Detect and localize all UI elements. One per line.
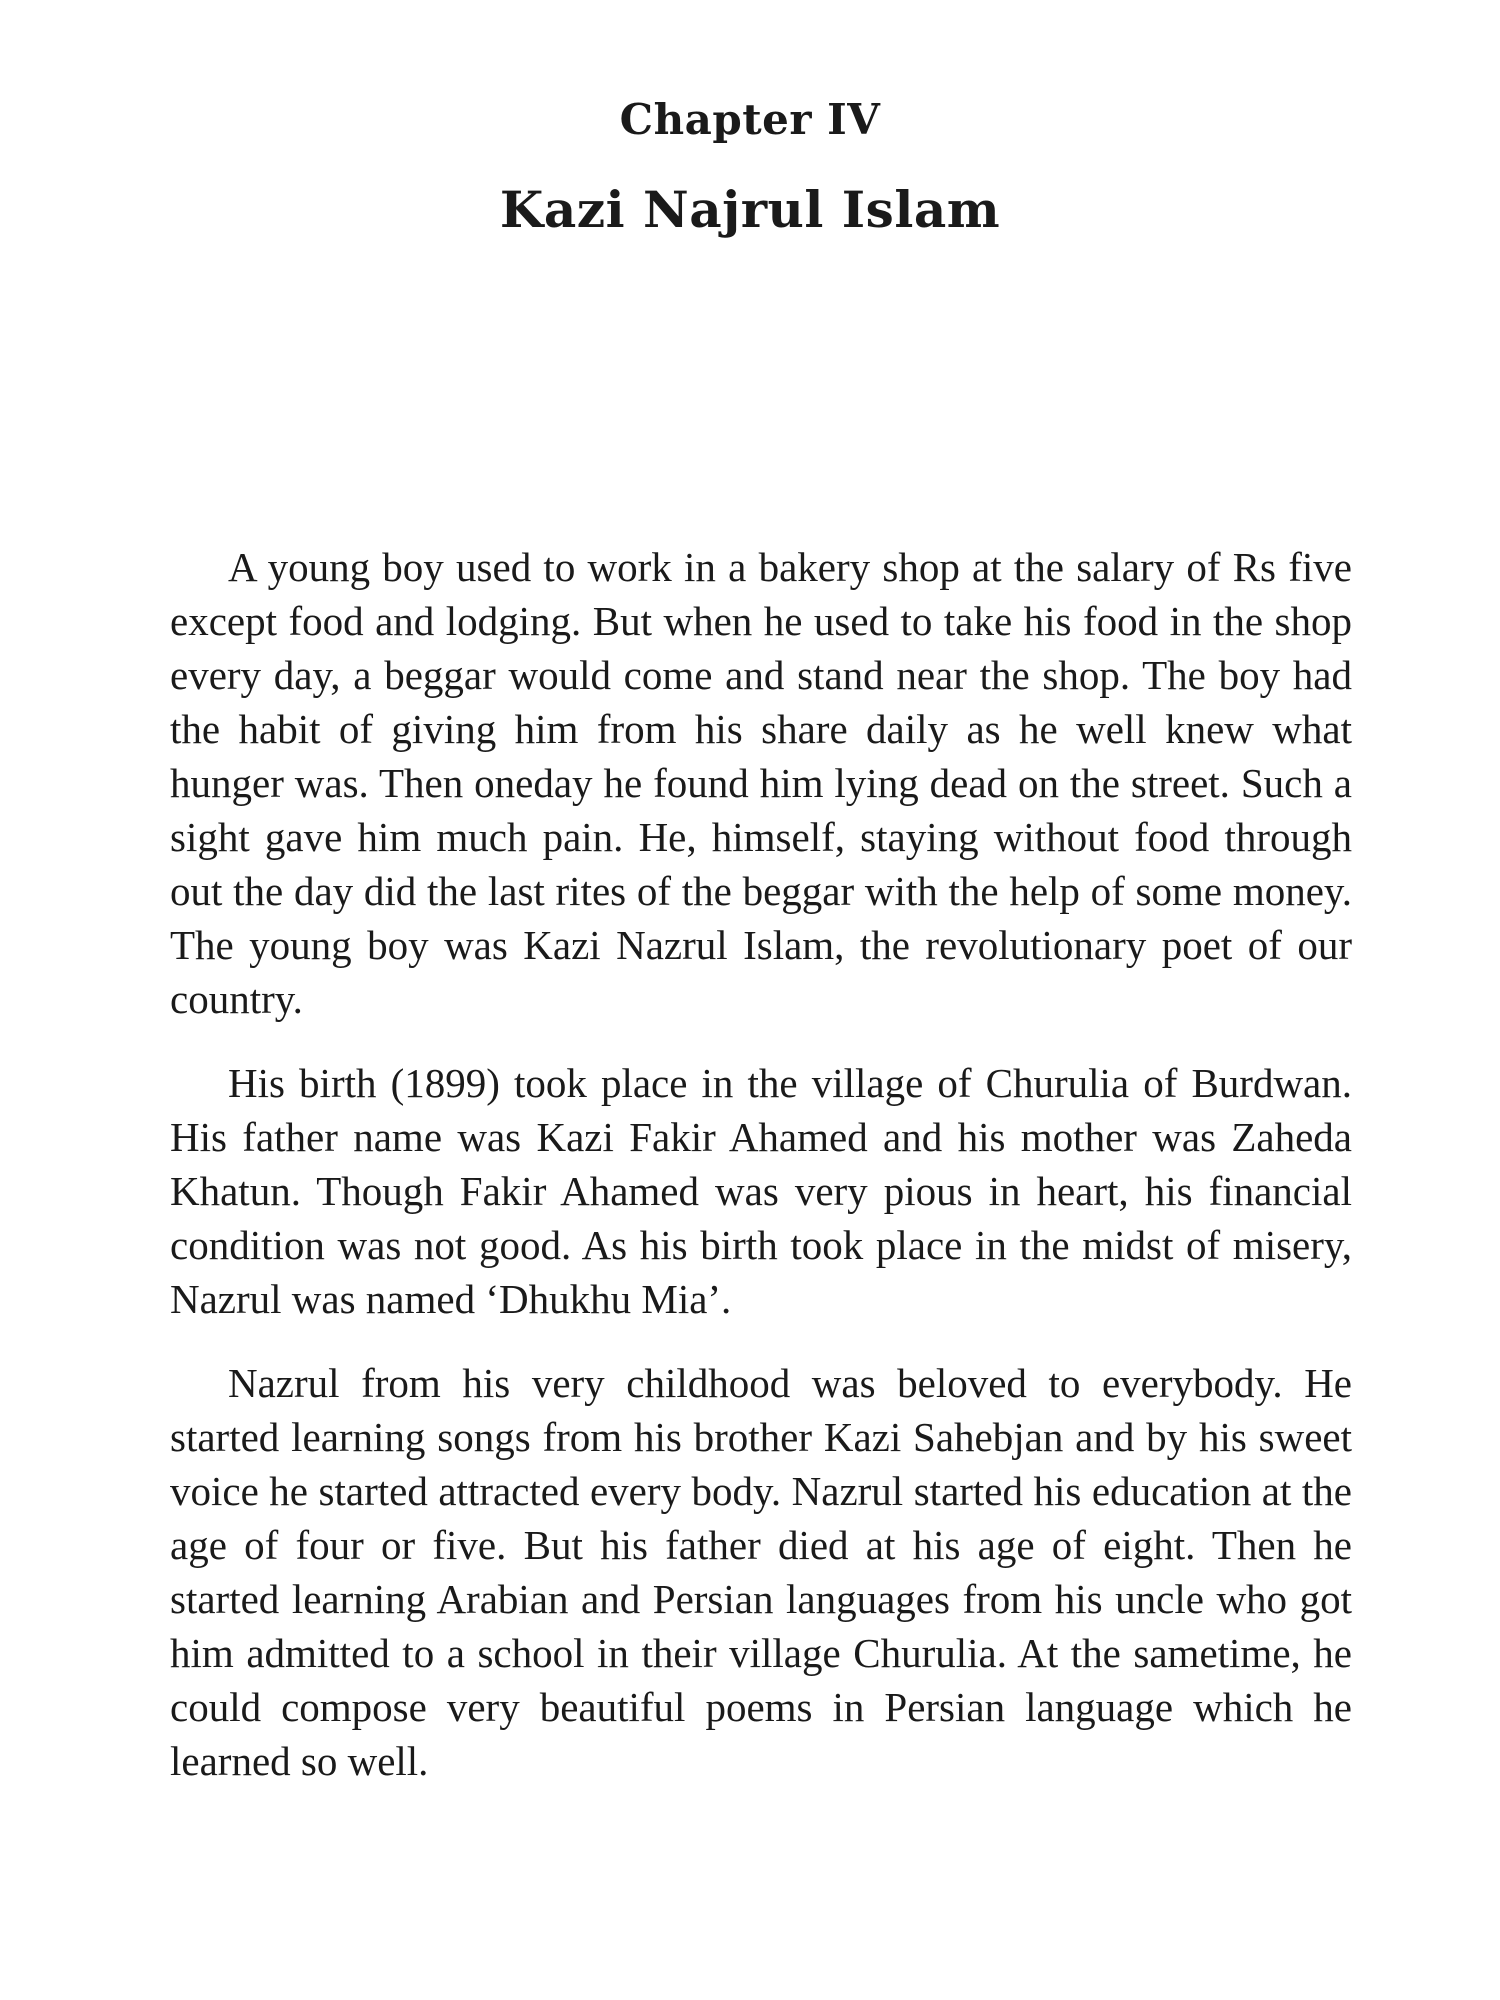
paragraph-3: Nazrul from his very childhood was beloved to everybody. He started learning songs from his brother Kazi Sahebjan and by his sweet voice he started attracted every body. Nazrul started his education at the age of four or five. But his father died at his age of eight. Then he started learning Arabian and Persian languages from his uncle who got him admitted to a school in their village Churulia. At the sametime, he could compose very beautiful poems in Persian language which he learned so well. [170, 1360, 1352, 1784]
chapter-title: Kazi Najrul Islam [499, 180, 1001, 239]
paragraph-2: His birth (1899) took place in the village of Churulia of Burdwan. His father name was Kazi Fakir Ahamed and his mother was Zaheda Khatun. Though Fakir Ahamed was very pious in heart, his financial condition was not good. As his birth took place in the midst of misery, Nazrul was named ‘Dhukhu Mia’. [170, 1060, 1352, 1322]
paragraph-1: A young boy used to work in a bakery shop at the salary of Rs five except food and lodging. But when he used to take his food in the shop every day, a beggar would come and stand near the shop. The boy had the habit of giving him from his share daily as he well knew what hunger was. Then oneday he found him lying dead on the street. Such a sight gave him much pain. He, himself, staying without food through out the day did the last rites of the beggar with the help of some money. The young boy was Kazi Nazrul Islam, the revolutionary poet of our country. [170, 544, 1352, 1022]
chapter-body [170, 540, 1352, 1818]
chapter-number: Chapter IV [619, 95, 881, 144]
